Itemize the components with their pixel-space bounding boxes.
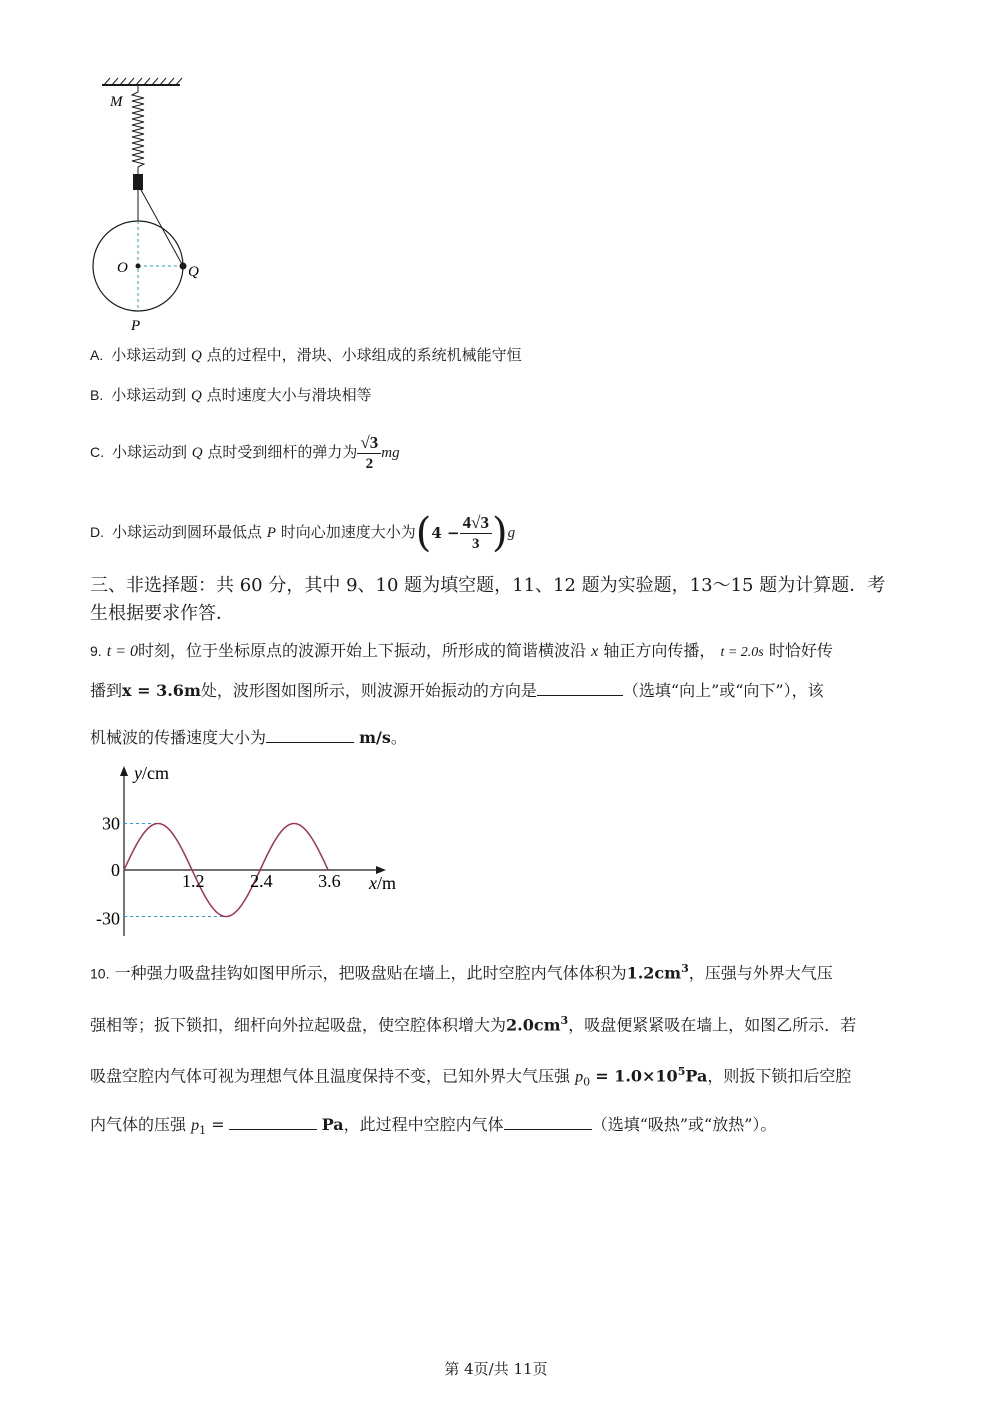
label-Q: Q [188,264,199,280]
label-M: M [110,94,123,110]
q9-line3: 机械波的传播速度大小为 m/s。 [90,728,407,747]
page-footer: 第 4页/共 11页 [444,1360,548,1378]
section-heading: 三、非选择题：共 60 分，其中 9、10 题为填空题，11、12 题为实验题，13～15 题为计算题．考 生根据要求作答． [90,575,886,624]
x-tick-label: 2.4 [250,871,273,891]
y-axis-label: y/cm [134,763,169,783]
q10-line1: 10. 一种强力吸盘挂钩如图甲所示，把吸盘贴在墙上，此时空腔内气体体积为$1.2cm^3$，压强与外界大气压 [90,962,833,983]
y-tick-label: -30 [96,908,120,929]
label-O: O [117,260,128,276]
q10-line2: 强相等；扳下锁扣，细杆向外拉起吸盘，使空腔体积增大为$2.0cm^3$，吸盘便紧紧吸在墙上，如图乙所示．若 [90,1014,857,1035]
y-axis-arrow [120,766,128,776]
fraction-sqrt3-over-2: $\frac{√3}{2}$ [357,433,381,474]
fraction-4sqrt3-over-3: $\frac{4√3}{3}$ [460,513,492,554]
x-tick-label: 1.2 [182,871,205,891]
q10-blank-pressure[interactable] [229,1113,317,1130]
x-tick-label: 3.6 [318,871,341,891]
label-P: P [131,318,141,334]
spring [132,86,144,174]
y-tick-label: 30 [102,813,120,834]
spring-ring-figure [88,76,218,338]
q10-line4: 内气体的压强 $p_1 = Pa$，此过程中空腔内气体 （选填“吸热”或“放热”）。 [90,1115,777,1138]
q10-blank-heat[interactable] [504,1113,592,1130]
ball [180,263,187,270]
q9-blank-speed[interactable] [266,726,354,743]
q10-line3: 吸盘空腔内气体可视为理想气体且温度保持不变，已知外界大气压强 $p_0 = 1.0\times 10^5Pa$，则扳下锁扣后空腔 [90,1065,852,1089]
slider-block [133,174,143,190]
x-axis-label: x/m [369,873,397,893]
q9-blank-direction[interactable] [537,679,623,696]
q9-line2: 播到x = 3.6m处，波形图如图所示，则波源开始振动的方向是 （选填“向上”或“向下”），该 [90,681,824,700]
option-d[interactable]: D. 小球运动到圆环最低点 P 时向心加速度大小为(4 − $\frac{4√3}{3}$ )g [90,510,516,556]
y-tick-label: 0 [111,860,120,880]
option-c[interactable]: C. 小球运动到 Q 点时受到细杆的弹力为 $\frac{√3}{2}$ mg [90,432,400,472]
q9-line1: 9. t = 0时刻，位于坐标原点的波源开始上下振动，所形成的简谐横波沿 x 轴正方向传播， t = 2.0s 时恰好传 [90,641,833,660]
option-b[interactable]: B. 小球运动到 Q 点时速度大小与滑块相等 [90,386,372,404]
wave-chart [88,758,418,943]
option-a[interactable]: A. 小球运动到 Q 点的过程中，滑块、小球组成的系统机械能守恒 [90,346,522,364]
